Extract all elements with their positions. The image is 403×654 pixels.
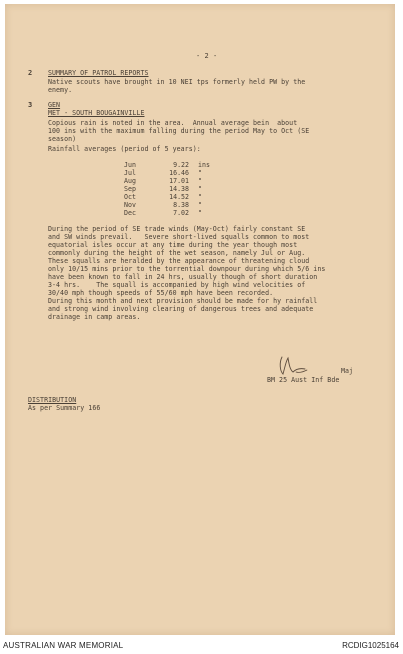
section-2-line: enemy. (48, 86, 73, 94)
paragraph-line: 100 ins with the maximum falling during the period May to Oct (SE (48, 127, 310, 135)
footer-record-id: RCDIG1025164 (342, 641, 399, 650)
paragraph-line: 30/40 mph though speeds of 55/60 mph have been recorded. (48, 289, 274, 297)
rainfall-unit: " (198, 185, 202, 193)
signatory-appointment: BM 25 Aust Inf Bde (267, 376, 340, 384)
rainfall-value: 9.22 (173, 161, 189, 169)
rainfall-unit: " (198, 209, 202, 217)
rainfall-month: Jun (124, 161, 136, 169)
paragraph-line: and strong wind involving clearing of dangerous trees and adequate (48, 305, 314, 313)
paragraph-line: commonly during the height of the wet season, namely Jul or Aug. (48, 249, 306, 257)
rainfall-month: Sep (124, 185, 136, 193)
paragraph-line: only 10/15 mins prior to the torrential downpour during which 5/6 ins (48, 265, 326, 273)
rainfall-month: Jul (124, 169, 136, 177)
rainfall-value: 14.38 (169, 185, 189, 193)
paragraph-line: and SW winds prevail. Severe short-lived squalls common to most (48, 233, 310, 241)
paragraph-line: These squalls are heralded by the appearance of threatening cloud (48, 257, 310, 265)
rainfall-unit: " (198, 193, 202, 201)
rainfall-value: 16.46 (169, 169, 189, 177)
section-2-number: 2 (28, 69, 33, 77)
paragraph-line: Rainfall averages (period of 5 years): (48, 145, 201, 153)
paragraph-line: have been known to fall in 24 hrs, usually though of short duration (48, 273, 318, 281)
paragraph-line: Copious rain is noted in the area. Annual average bein about (48, 119, 298, 127)
page-number: - 2 - (196, 52, 218, 60)
rainfall-value: 7.02 (173, 209, 189, 217)
section-2-line: Native scouts have brought in 10 NEI tps formerly held PW by the (48, 78, 306, 86)
rainfall-month: Nov (124, 201, 136, 209)
rainfall-value: 14.52 (169, 193, 189, 201)
section-2-heading: SUMMARY OF PATROL REPORTS (48, 69, 149, 77)
rainfall-value: 17.01 (169, 177, 189, 185)
paragraph-line: 3-4 hrs. The squall is accompanied by high wind velocities of (48, 281, 306, 289)
paragraph-line: During the period of SE trade winds (May-Oct) fairly constant SE (48, 225, 306, 233)
distribution-heading: DISTRIBUTION (28, 396, 77, 404)
rainfall-value: 8.38 (173, 201, 189, 209)
paragraph-line: season) (48, 135, 77, 143)
handwritten-signature (276, 355, 316, 377)
section-3-heading-gen: GEN (48, 101, 61, 109)
rainfall-month: Dec (124, 209, 136, 217)
paragraph-line: drainage in camp areas. (48, 313, 141, 321)
paragraph-line: equatorial isles occur at any time during the year though most (48, 241, 298, 249)
footer-source: AUSTRALIAN WAR MEMORIAL (3, 641, 124, 650)
rainfall-month: Aug (124, 177, 136, 185)
paragraph-line: During this month and next provision should be made for hy rainfall (48, 297, 318, 305)
rainfall-unit: ins (198, 161, 210, 169)
rainfall-month: Oct (124, 193, 136, 201)
rainfall-unit: " (198, 177, 202, 185)
section-3-number: 3 (28, 101, 33, 109)
rainfall-unit: " (198, 169, 202, 177)
distribution-line: As per Summary 166 (28, 404, 101, 412)
archive-footer (0, 637, 403, 654)
rainfall-unit: " (198, 201, 202, 209)
signatory-rank: Maj (341, 367, 354, 375)
section-3-heading-met: MET - SOUTH BOUGAINVILLE (48, 109, 145, 117)
